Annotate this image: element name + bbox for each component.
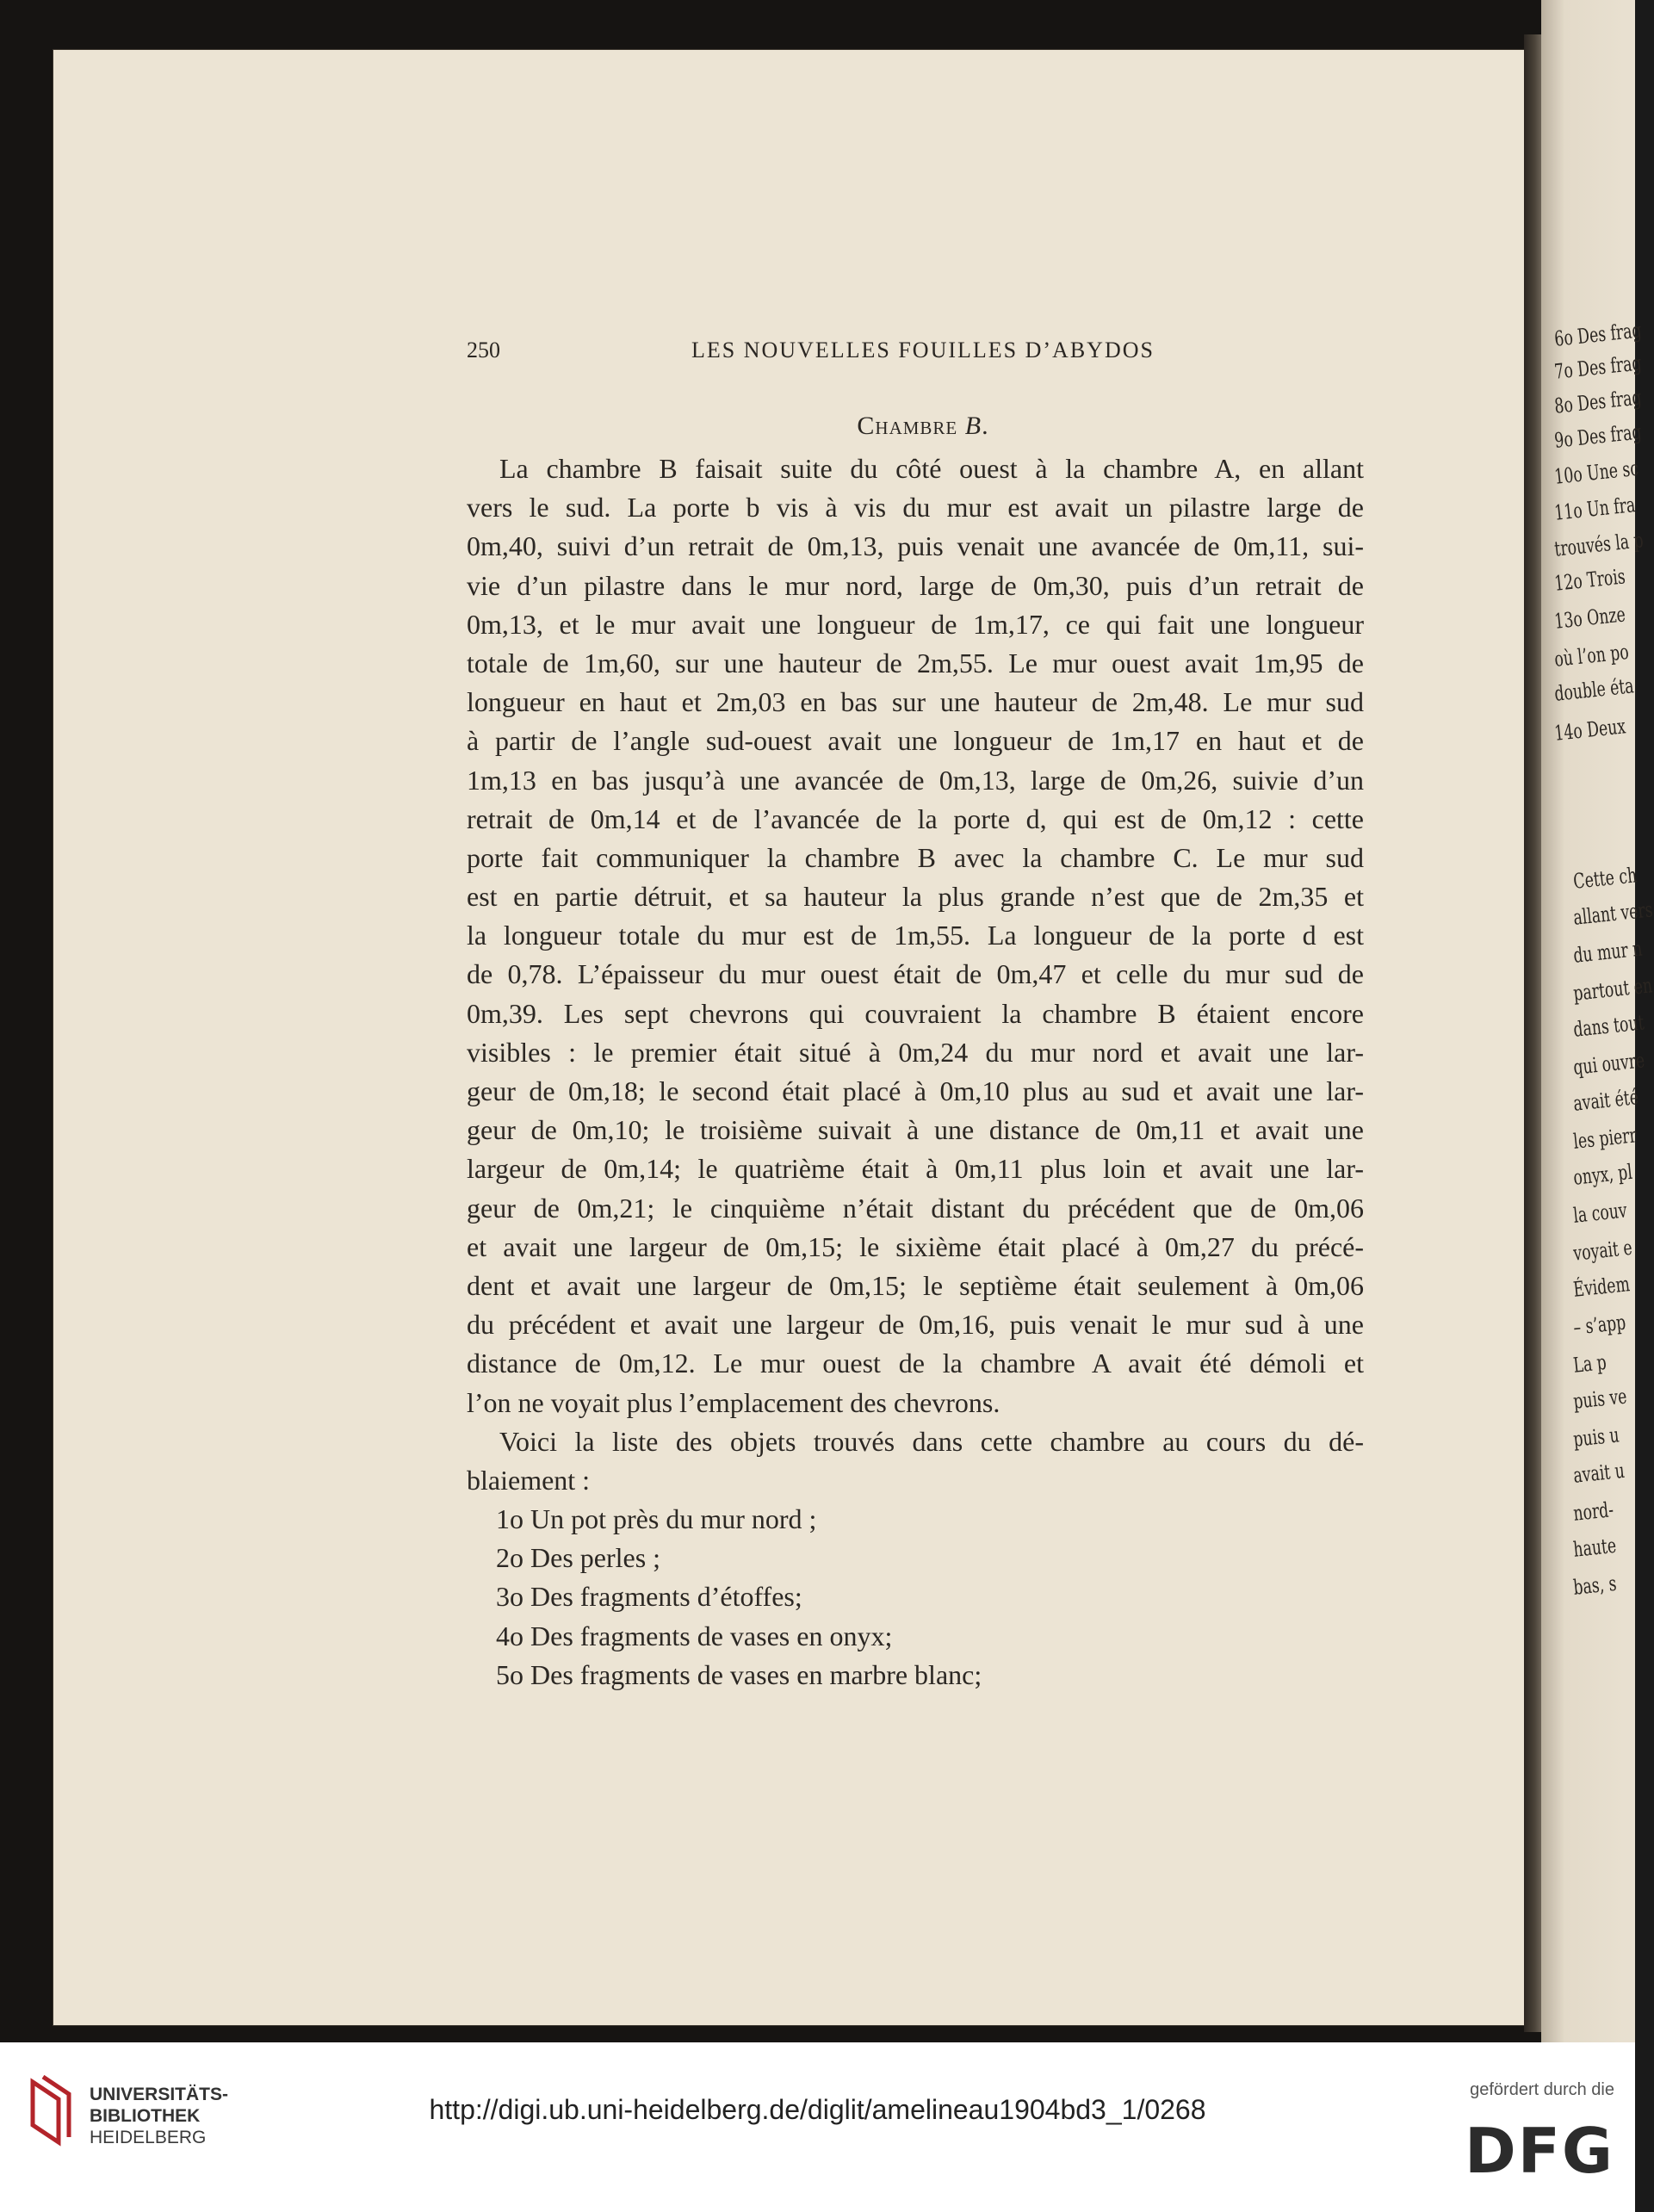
text-line: à partir de l’angle sud-ouest avait une longueur de 1m,17 en haut et de [467, 725, 1364, 757]
adjacent-page-text: partout en [1572, 973, 1654, 1006]
page-header [467, 338, 1379, 372]
text-line: du précédent et avait une largeur de 0m,16, puis venait le mur sud à une [467, 1309, 1364, 1341]
text-line: La chambre B faisait suite du côté ouest à la chambre A, en allant [499, 453, 1364, 484]
list-item: 5o Des fragments de vases en marbre blanc; [496, 1658, 982, 1690]
adjacent-page-text: du mur n [1572, 936, 1644, 968]
library-name-line: BIBLIOTHEK [90, 2106, 201, 2126]
permalink-url[interactable]: http://digi.ub.uni-heidelberg.de/diglit/amelineau1904bd3_1/0268 [429, 2094, 1206, 2125]
text-line: visibles : le premier était situé à 0m,24 du mur nord et avait une lar- [467, 1036, 1364, 1068]
text-line: retrait de 0m,14 et de l’avancée de la porte d, qui est de 0m,12 : cette [467, 802, 1364, 834]
text-line: et avait une largeur de 0m,15; le sixième était placé à 0m,27 du précé- [467, 1230, 1364, 1262]
adjacent-page-text: – s’app [1572, 1310, 1627, 1340]
adjacent-page-text: 12o Trois [1553, 564, 1626, 596]
adjacent-page-text: Évidem [1572, 1272, 1632, 1302]
page-gutter [1524, 34, 1541, 2032]
page-number: 250 [467, 338, 500, 362]
text-line: est en partie détruit, et sa hauteur la plus grande n’est que de 2m,35 et [467, 881, 1364, 913]
adjacent-page-text: trouvés la p [1553, 528, 1645, 561]
library-name-line: UNIVERSITÄTS- [90, 2085, 229, 2104]
text-line: l’on ne voyait plus l’emplacement des chevrons. [467, 1386, 1000, 1418]
list-item: 2o Des perles ; [496, 1542, 661, 1574]
text-line: distance de 0m,12. Le mur ouest de la chambre A avait été démoli et [467, 1348, 1364, 1379]
adjacent-page-text: onyx, pl [1572, 1159, 1634, 1190]
adjacent-page-text: 10o Une sc [1553, 455, 1640, 489]
running-head: LES NOUVELLES FOUILLES D’ABYDOS [691, 338, 1155, 362]
text-line: longueur en haut et 2m,03 en bas sur une hauteur de 2m,48. Le mur sud [467, 686, 1364, 718]
adjacent-page-text: qui ouvre [1572, 1048, 1646, 1080]
adjacent-page-text: allant vers [1572, 897, 1654, 930]
text-line: 1m,13 en bas jusqu’à une avancée de 0m,13, large de 0m,26, suivie d’un [467, 764, 1364, 796]
footer-bar [0, 2042, 1635, 2212]
text-line: geur de 0m,10; le troisième suivait à une distance de 0m,11 et avait une [467, 1114, 1364, 1146]
adjacent-page-text: où l’on po [1553, 639, 1630, 672]
adjacent-page-text: puis u [1572, 1422, 1620, 1452]
adjacent-page-text: dans tout [1572, 1010, 1645, 1042]
adjacent-page-text: la couv [1572, 1198, 1628, 1228]
adjacent-page-text: les pierr [1572, 1123, 1638, 1154]
text-line: geur de 0m,18; le second était placé à 0m,10 plus au sud et avait une lar- [467, 1075, 1364, 1106]
list-item: 4o Des fragments de vases en onyx; [496, 1620, 893, 1651]
text-line: vie d’un pilastre dans le mur nord, large de 0m,30, puis d’un retrait de [467, 569, 1364, 601]
adjacent-page-text: avait été [1572, 1085, 1640, 1116]
text-line: vers le sud. La porte b vis à vis du mur est avait un pilastre large de [467, 492, 1364, 524]
adjacent-page-text: puis ve [1572, 1384, 1628, 1414]
adjacent-page-text: nord- [1572, 1497, 1615, 1526]
funded-by-label: gefördert durch die [1470, 2080, 1614, 2099]
adjacent-page-text: 8o Des frag [1553, 385, 1643, 418]
adjacent-page-text: bas, s [1572, 1571, 1618, 1600]
text-line: 0m,39. Les sept chevrons qui couvraient la chambre B étaient encore [467, 997, 1364, 1029]
text-line: geur de 0m,21; le cinquième n’était distant du précédent que de 0m,06 [467, 1192, 1364, 1224]
adjacent-page-text: 13o Onze [1553, 602, 1626, 634]
text-line: 0m,40, suivi d’un retrait de 0m,13, puis venait une avancée de 0m,11, sui- [467, 530, 1364, 562]
section-title-letter: B [964, 412, 982, 440]
text-line: la longueur totale du mur est de 1m,55. La longueur de la porte d est [467, 920, 1364, 951]
adjacent-page-text: double éta [1553, 673, 1635, 706]
adjacent-page-text: Cette ch [1572, 863, 1639, 894]
text-line: 0m,13, et le mur avait une longueur de 1m,17, ce qui fait une longueur [467, 608, 1364, 640]
library-name-line: HEIDELBERG [90, 2128, 207, 2147]
list-item: 3o Des fragments d’étoffes; [496, 1581, 802, 1613]
adjacent-page-text: 11o Un fra [1553, 493, 1637, 525]
adjacent-page-text: 9o Des frag [1553, 419, 1643, 453]
section-title-word: Chambre [857, 412, 958, 440]
dfg-logo: DFG [1464, 2115, 1614, 2187]
adjacent-page-text: voyait e [1572, 1235, 1633, 1266]
section-title [467, 412, 1379, 441]
text-line: porte fait communiquer la chambre B avec la chambre C. Le mur sud [467, 841, 1364, 873]
text-line: totale de 1m,60, sur une hauteur de 2m,55. Le mur ouest avait 1m,95 de [467, 647, 1364, 678]
adjacent-page-fragment [1541, 0, 1654, 2042]
adjacent-page-text: 14o Deux [1553, 714, 1627, 746]
adjacent-page-text: 7o Des frag [1553, 350, 1643, 384]
text-line: de 0,78. L’épaisseur du mur ouest était de 0m,47 et celle du mur sud de [467, 958, 1364, 990]
text-line: dent et avait une largeur de 0m,15; le septième était seulement à 0m,06 [467, 1269, 1364, 1301]
section-title-suffix: . [982, 412, 989, 440]
text-line: Voici la liste des objets trouvés dans cette chambre au cours du dé- [499, 1425, 1364, 1457]
adjacent-page-text: 6o Des frag [1553, 318, 1643, 351]
list-item: 1o Un pot près du mur nord ; [496, 1503, 817, 1535]
adjacent-page-text: avait u [1572, 1458, 1626, 1488]
adjacent-page-text: haute [1572, 1533, 1618, 1562]
text-line: blaiement : [467, 1464, 591, 1496]
body-text [467, 449, 1364, 1695]
text-line: largeur de 0m,14; le quatrième était à 0m,11 plus loin et avait une lar- [467, 1153, 1364, 1185]
adjacent-page-text: La p [1572, 1349, 1608, 1378]
